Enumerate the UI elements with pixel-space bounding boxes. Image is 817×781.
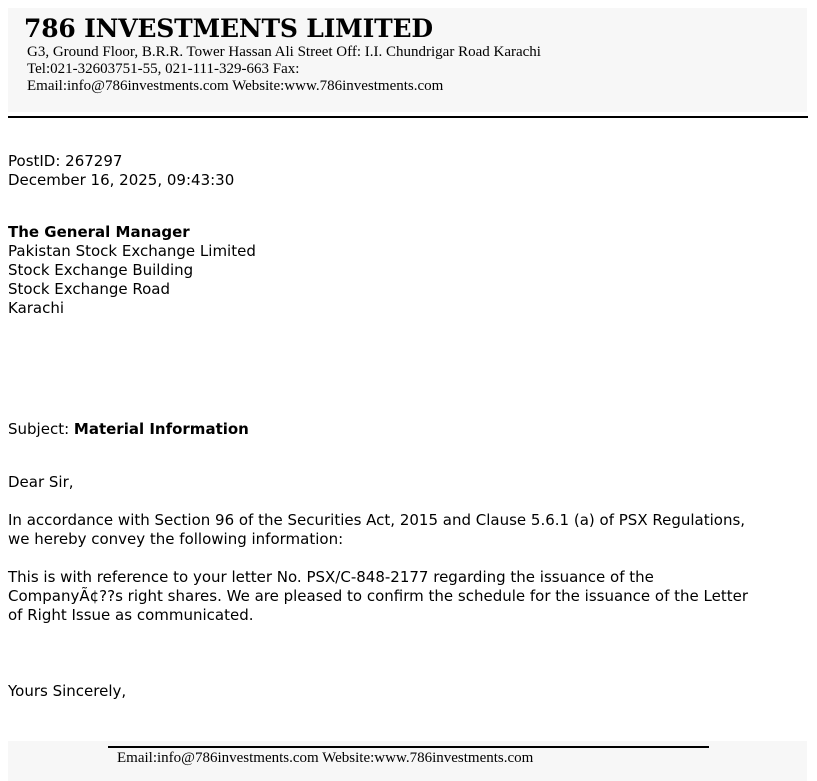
company-contact: Email:info@786investments.com Website:www.786investments.com bbox=[27, 78, 444, 94]
recipient-line: Pakistan Stock Exchange Limited bbox=[8, 242, 256, 260]
subject-line bbox=[8, 420, 249, 439]
recipient-line: Karachi bbox=[8, 299, 65, 317]
company-address: G3, Ground Floor, B.R.R. Tower Hassan Ali Street Off: I.I. Chundrigar Road Karachi bbox=[27, 44, 541, 60]
paragraph-line: we hereby convey the following information: bbox=[8, 530, 344, 548]
post-datetime: December 16, 2025, 09:43:30 bbox=[8, 171, 235, 189]
salutation: Dear Sir, bbox=[8, 473, 74, 491]
paragraph-line: This is with reference to your letter No. PSX/C-848-2177 regarding the issuance of the bbox=[8, 568, 654, 586]
footer-contact: Email:info@786investments.com Website:www.786investments.com bbox=[117, 750, 534, 766]
paragraph-line: In accordance with Section 96 of the Securities Act, 2015 and Clause 5.6.1 (a) of PSX Regulations, bbox=[8, 511, 746, 529]
header-divider bbox=[8, 116, 808, 118]
subject-text: Material Information bbox=[73, 420, 249, 438]
recipient-line: Stock Exchange Road bbox=[8, 280, 170, 298]
footer-divider bbox=[108, 746, 709, 748]
post-id: PostID: 267297 bbox=[8, 152, 123, 170]
paragraph-line: of Right Issue as communicated. bbox=[8, 606, 254, 624]
recipient-title: The General Manager bbox=[8, 223, 190, 241]
recipient-line: Stock Exchange Building bbox=[8, 261, 194, 279]
company-name: 786 INVESTMENTS LIMITED bbox=[24, 14, 433, 43]
footer bbox=[8, 741, 807, 781]
letterhead bbox=[8, 8, 807, 112]
closing: Yours Sincerely, bbox=[8, 682, 127, 700]
paragraph-line: CompanyÃ¢??s right shares. We are pleased to confirm the schedule for the issuance of the Letter bbox=[8, 587, 749, 605]
subject-label: Subject: bbox=[8, 420, 74, 438]
company-phone: Tel:021-32603751-55, 021-111-329-663 Fax: bbox=[27, 61, 300, 77]
